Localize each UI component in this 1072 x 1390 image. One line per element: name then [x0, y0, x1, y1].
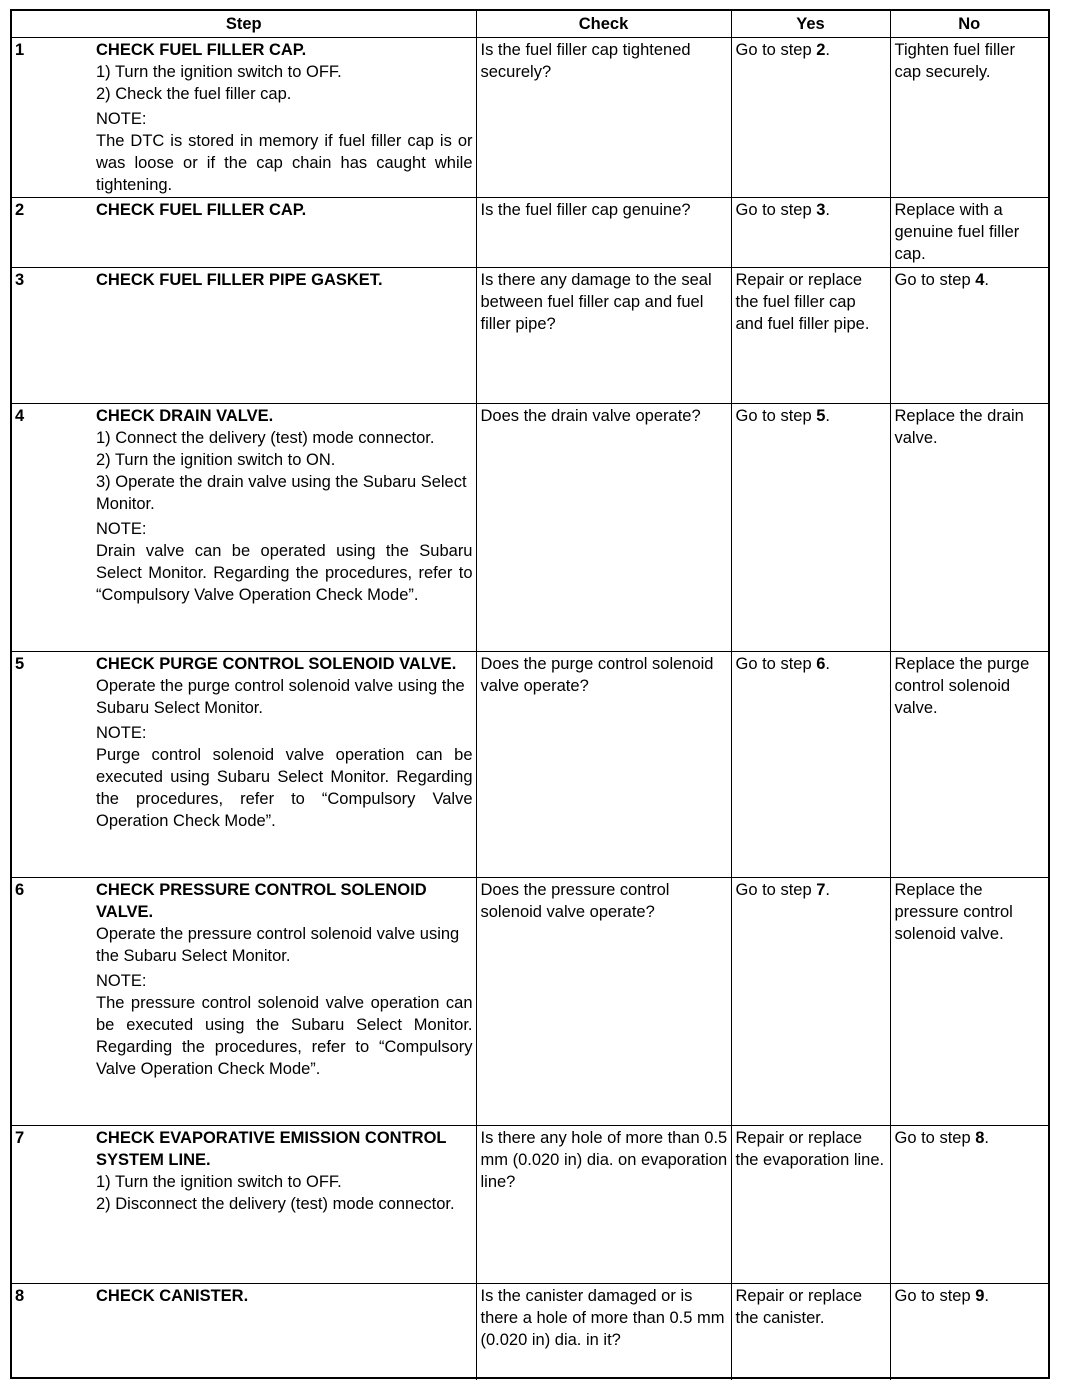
no-text: Replace with a genuine fuel filler cap. [894, 201, 1020, 263]
yes-text: Repair or replace the fuel filler cap and fuel filler pipe. [735, 271, 870, 333]
step-cell [12, 878, 476, 1126]
no-cell [890, 652, 1048, 878]
yes-cell [731, 404, 890, 652]
no-text: Replace the drain valve. [894, 407, 1024, 447]
step-title: CHECK DRAIN VALVE. [96, 407, 274, 425]
table-row [12, 652, 1048, 878]
no-cell [890, 404, 1048, 652]
yes-cell [731, 38, 890, 198]
yes-text: Repair or replace the evaporation line. [735, 1129, 885, 1169]
step-items [96, 427, 473, 515]
no-text: Replace the pressure control solenoid valve. [894, 881, 1013, 943]
step-items [96, 1171, 473, 1215]
check-cell [476, 268, 731, 404]
yes-step-ref: 6 [816, 655, 826, 673]
check-cell [476, 878, 731, 1126]
note-label: NOTE: [96, 724, 147, 742]
step-item: 2) Disconnect the delivery (test) mode connector. [96, 1195, 455, 1213]
step-title: CHECK PRESSURE CONTROL SOLENOID VALVE. [96, 881, 427, 921]
no-cell [890, 198, 1048, 268]
no-text: Go to step [894, 271, 976, 289]
yes-cell [731, 652, 890, 878]
step-cell [12, 268, 476, 404]
yes-text: Go to step [735, 655, 817, 673]
yes-cell [731, 1126, 890, 1284]
step-number: 1 [15, 41, 25, 59]
note-label: NOTE: [96, 110, 147, 128]
yes-cell [731, 1284, 890, 1380]
table-row [12, 1284, 1048, 1380]
yes-text: Go to step [735, 407, 817, 425]
yes-step-ref: 2 [816, 41, 826, 59]
yes-suffix: . [825, 881, 830, 899]
step-items [96, 675, 473, 719]
step-number: 3 [15, 271, 25, 289]
no-text: Tighten fuel filler cap securely. [894, 41, 1015, 81]
check-cell [476, 652, 731, 878]
no-text: Go to step [894, 1129, 976, 1147]
check-cell [476, 1284, 731, 1380]
no-cell [890, 268, 1048, 404]
yes-cell [731, 878, 890, 1126]
yes-suffix: . [825, 41, 830, 59]
no-text: Replace the purge control solenoid valve. [894, 655, 1030, 717]
step-title: CHECK FUEL FILLER CAP. [96, 41, 307, 59]
step-item: 2) Check the fuel filler cap. [96, 85, 292, 103]
step-cell [12, 38, 476, 198]
step-number: 4 [15, 407, 25, 425]
check-cell [476, 1126, 731, 1284]
step-title: CHECK CANISTER. [96, 1287, 249, 1305]
check-cell [476, 38, 731, 198]
no-cell [890, 38, 1048, 198]
note-label: NOTE: [96, 520, 147, 538]
yes-suffix: . [825, 201, 830, 219]
step-item: 1) Turn the ignition switch to OFF. [96, 63, 342, 81]
no-step-ref: 8 [975, 1129, 985, 1147]
step-cell [12, 1126, 476, 1284]
no-suffix: . [984, 1129, 989, 1147]
header-row [12, 11, 1048, 38]
table-row [12, 404, 1048, 652]
check-text: Is the fuel filler cap tightened securely? [480, 41, 691, 81]
table-row [12, 1126, 1048, 1284]
diagnostic-table-frame [10, 9, 1050, 1379]
step-cell [12, 404, 476, 652]
step-item: 2) Turn the ignition switch to ON. [96, 451, 336, 469]
note-label: NOTE: [96, 972, 147, 990]
yes-suffix: . [825, 407, 830, 425]
step-cell [12, 1284, 476, 1380]
check-cell [476, 198, 731, 268]
step-title: CHECK FUEL FILLER PIPE GASKET. [96, 271, 383, 289]
step-item: 3) Operate the drain valve using the Subaru Select Monitor. [96, 473, 467, 513]
yes-cell [731, 198, 890, 268]
step-title: CHECK PURGE CONTROL SOLENOID VALVE. [96, 655, 457, 673]
step-cell [12, 198, 476, 268]
yes-step-ref: 7 [816, 881, 826, 899]
header-step: Step [12, 11, 476, 38]
check-cell [476, 404, 731, 652]
step-number: 5 [15, 655, 25, 673]
note-text: Purge control solenoid valve operation can be executed using Subaru Select Monitor. Regarding the procedures, refer to “Compulsory Valve Operation Check Mode”. [96, 746, 473, 830]
check-text: Is the fuel filler cap genuine? [480, 201, 691, 219]
note-text: Drain valve can be operated using the Subaru Select Monitor. Regarding the procedures, refer to “Compulsory Valve Operation Check Mode”. [96, 542, 473, 604]
header-check: Check [476, 11, 731, 38]
step-number: 6 [15, 881, 25, 899]
step-cell [12, 652, 476, 878]
check-text: Does the drain valve operate? [480, 407, 701, 425]
no-cell [890, 878, 1048, 1126]
table-row [12, 198, 1048, 268]
step-item: 1) Connect the delivery (test) mode connector. [96, 429, 435, 447]
check-text: Is there any damage to the seal between fuel filler cap and fuel filler pipe? [480, 271, 712, 333]
step-number: 8 [15, 1287, 25, 1305]
step-item: Operate the purge control solenoid valve using the Subaru Select Monitor. [96, 677, 465, 717]
yes-text: Go to step [735, 201, 817, 219]
step-items [96, 923, 473, 967]
step-number: 7 [15, 1129, 25, 1147]
step-title: CHECK EVAPORATIVE EMISSION CONTROL SYSTEM LINE. [96, 1129, 447, 1169]
no-step-ref: 9 [975, 1287, 985, 1305]
table-row [12, 38, 1048, 198]
no-cell [890, 1284, 1048, 1380]
no-suffix: . [984, 271, 989, 289]
yes-step-ref: 5 [816, 407, 826, 425]
no-text: Go to step [894, 1287, 976, 1305]
yes-step-ref: 3 [816, 201, 826, 219]
no-suffix: . [984, 1287, 989, 1305]
yes-text: Go to step [735, 881, 817, 899]
yes-text: Repair or replace the canister. [735, 1287, 863, 1327]
note-text: The pressure control solenoid valve operation can be executed using the Subaru Select Monitor. Regarding the procedures, refer to “Compulsory Valve Operation Check Mode”. [96, 994, 473, 1078]
step-title: CHECK FUEL FILLER CAP. [96, 201, 307, 219]
check-text: Is there any hole of more than 0.5 mm (0.020 in) dia. on evaporation line? [480, 1129, 728, 1191]
check-text: Does the pressure control solenoid valve operate? [480, 881, 670, 921]
check-text: Does the purge control solenoid valve operate? [480, 655, 714, 695]
step-item: Operate the pressure control solenoid valve using the Subaru Select Monitor. [96, 925, 460, 965]
yes-text: Go to step [735, 41, 817, 59]
diagnostic-table [12, 11, 1048, 1380]
step-item: 1) Turn the ignition switch to OFF. [96, 1173, 342, 1191]
no-step-ref: 4 [975, 271, 985, 289]
step-number: 2 [15, 201, 25, 219]
yes-cell [731, 268, 890, 404]
table-row [12, 878, 1048, 1126]
check-text: Is the canister damaged or is there a hole of more than 0.5 mm (0.020 in) dia. in it? [480, 1287, 725, 1349]
yes-suffix: . [825, 655, 830, 673]
table-row [12, 268, 1048, 404]
header-yes: Yes [731, 11, 890, 38]
step-items [96, 61, 473, 105]
note-text: The DTC is stored in memory if fuel filler cap is or was loose or if the cap chain has caught while tightening. [96, 132, 473, 194]
no-cell [890, 1126, 1048, 1284]
header-no: No [890, 11, 1048, 38]
